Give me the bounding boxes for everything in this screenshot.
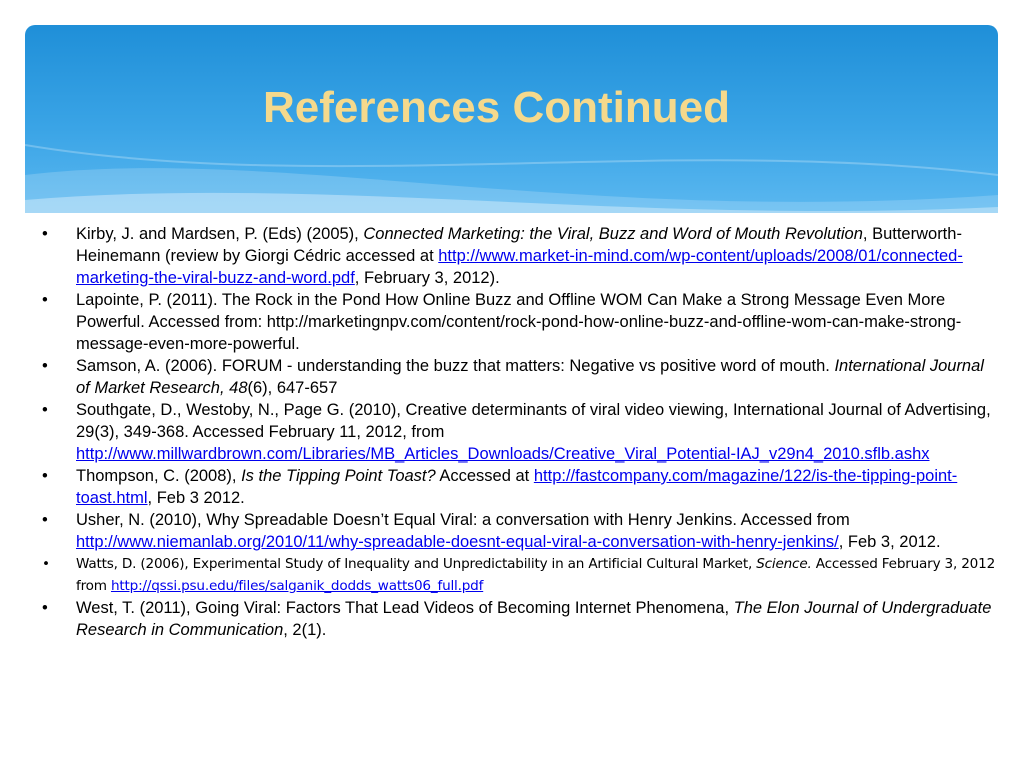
reference-title: Is the Tipping Point Toast?	[241, 467, 436, 485]
reference-link[interactable]: http://www.niemanlab.org/2010/11/why-spreadable-doesnt-equal-viral-a-conversation-with-henry-jenkins/	[76, 533, 839, 551]
reference-title: The Elon Journal of Undergraduate Research in Communication	[76, 599, 992, 639]
reference-text: , Feb 3, 2012.	[838, 533, 941, 551]
reference-link[interactable]: http://www.millwardbrown.com/Libraries/MB_Articles_Downloads/Creative_Viral_Potential-IAJ_v29n4_2010.sflb.ashx	[76, 445, 930, 463]
reference-text: Southgate, D., Westoby, N., Page G. (2010), Creative determinants of viral video viewing, International Journal of Advertising, 29(3), 349-368. Accessed February 11, 2012, from	[76, 401, 991, 441]
reference-text: (6), 647-657	[247, 379, 338, 397]
reference-text: , Feb 3 2012.	[147, 489, 245, 507]
title-banner	[25, 25, 998, 213]
reference-text: Watts, D. (2006), Experimental Study of Inequality and Unpredictability in an Artificial Cultural Market,	[76, 556, 757, 572]
reference-item-watts	[40, 553, 998, 597]
reference-text: , 2(1).	[283, 621, 327, 639]
reference-item-west	[40, 597, 998, 641]
reference-link[interactable]: http://www.market-in-mind.com/wp-content/uploads/2008/01/connected-marketing-the-viral-buzz-and-word.pdf	[76, 247, 963, 287]
reference-text: , Butterworth-Heinemann (review by Giorgi Cédric accessed at	[76, 225, 962, 265]
page-title: References Continued	[263, 83, 730, 132]
reference-link[interactable]: http://qssi.psu.edu/files/salganik_dodds_watts06_full.pdf	[110, 578, 484, 594]
reference-text: Accessed February 3, 2012 from	[76, 556, 996, 594]
reference-title: Science.	[756, 556, 812, 572]
reference-link[interactable]: http://fastcompany.com/magazine/122/is-the-tipping-point-toast.html	[76, 467, 958, 507]
reference-text: West, T. (2011), Going Viral: Factors That Lead Videos of Becoming Internet Phenomena,	[76, 599, 734, 617]
reference-list	[40, 223, 998, 641]
reference-item-samson	[40, 355, 998, 399]
reference-text: Accessed at	[435, 467, 534, 485]
reference-item-kirby	[40, 223, 998, 289]
reference-text: Usher, N. (2010), Why Spreadable Doesn’t Equal Viral: a conversation with Henry Jenkins. Accessed from	[76, 511, 850, 529]
reference-item-southgate	[40, 399, 998, 465]
reference-title: International Journal of Market Research, 48	[76, 357, 984, 397]
reference-item-usher	[40, 509, 998, 553]
reference-text: , February 3, 2012).	[354, 269, 500, 287]
reference-title: Connected Marketing: the Viral, Buzz and Word of Mouth Revolution	[363, 225, 863, 243]
reference-text: Lapointe, P. (2011). The Rock in the Pond How Online Buzz and Offline WOM Can Make a Strong Message Even More Powerful. Accessed from: http://marketingnpv.com/content/rock-pond-how-online-buzz-and-offline-wom-can-make-strong-message-even-more-powerful.	[76, 291, 962, 353]
reference-text: Samson, A. (2006). FORUM - understanding the buzz that matters: Negative vs positive word of mouth.	[76, 357, 835, 375]
reference-text: Thompson, C. (2008),	[76, 467, 242, 485]
reference-item-lapointe	[40, 289, 998, 355]
reference-text: Kirby, J. and Mardsen, P. (Eds) (2005),	[76, 225, 364, 243]
reference-item-thompson	[40, 465, 998, 509]
